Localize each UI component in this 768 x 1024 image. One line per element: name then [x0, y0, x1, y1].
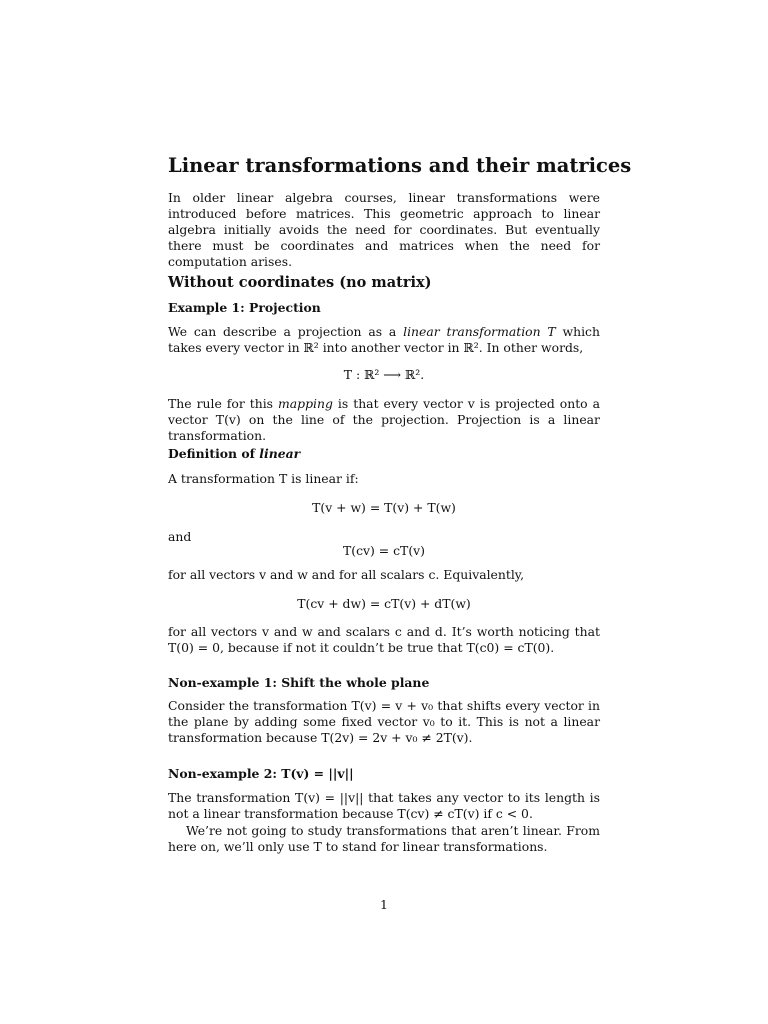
definition-lead: A transformation T is linear if: — [168, 471, 359, 486]
example-1-heading: Example 1: Projection — [168, 300, 321, 315]
definition-heading — [168, 446, 300, 461]
non-example-2-paragraph: The transformation T(v) = ||v|| that takes any vector to its length is not a linear transformation because T(cv) ≠ cT(v) if c < 0. — [168, 790, 600, 821]
definition-heading-text: Definition of — [168, 446, 260, 461]
page-number: 1 — [380, 897, 388, 912]
example-1-text-b: which takes every vector in ℝ² into another vector in ℝ². In other words, — [168, 324, 600, 355]
example-1-text-a: We can describe a projection as a — [168, 324, 404, 339]
closing-paragraph: We’re not going to study transformations that aren’t linear. From here on, we’ll only use T to stand for linear transformations. — [168, 823, 600, 854]
definition-heading-emphasis: linear — [259, 446, 301, 461]
page-title: Linear transformations and their matrices — [168, 154, 632, 177]
example-1-emphasis: linear transformation T — [403, 324, 556, 339]
additivity-equation: T(v + w) = T(v) + T(w) — [312, 500, 456, 515]
non-example-1-heading: Non-example 1: Shift the whole plane — [168, 675, 430, 690]
example-1-paragraph — [168, 324, 600, 356]
non-example-2-heading: Non-example 2: T(v) = ||v|| — [168, 766, 354, 781]
section-heading-without-coordinates: Without coordinates (no matrix) — [168, 274, 432, 291]
definition-tail: for all vectors v and w and scalars c and d. It’s worth noticing that T(0) = 0, because if not it couldn’t be true that T(c0) = cT(0). — [168, 624, 600, 655]
definition-middle: for all vectors v and w and for all scalars c. Equivalently, — [168, 567, 525, 582]
mapping-text-a: The rule for this — [168, 396, 279, 411]
and-connector: and — [168, 529, 192, 544]
mapping-text-b: is that every vector v is projected onto a vector T(v) on the line of the projection. Projection is a linear transformation. — [168, 396, 601, 443]
mapping-paragraph — [168, 396, 600, 444]
mapping-equation: T : ℝ² ⟶ ℝ². — [343, 367, 425, 382]
linear-combination-equation: T(cv + dw) = cT(v) + dT(w) — [297, 596, 471, 611]
homogeneity-equation: T(cv) = cT(v) — [342, 543, 425, 558]
intro-paragraph: In older linear algebra courses, linear transformations were introduced before matrices. This geometric approach to linear algebra initially avoids the need for coordinates. But eventually there must be coordinates and matrices when the need for computation arises. — [168, 190, 600, 269]
non-example-1-paragraph: Consider the transformation T(v) = v + v₀ that shifts every vector in the plane by adding some fixed vector v₀ to it. This is not a linear transformation because T(2v) = 2v + v₀ ≠ 2T(v). — [168, 698, 600, 745]
mapping-emphasis: mapping — [278, 396, 333, 411]
